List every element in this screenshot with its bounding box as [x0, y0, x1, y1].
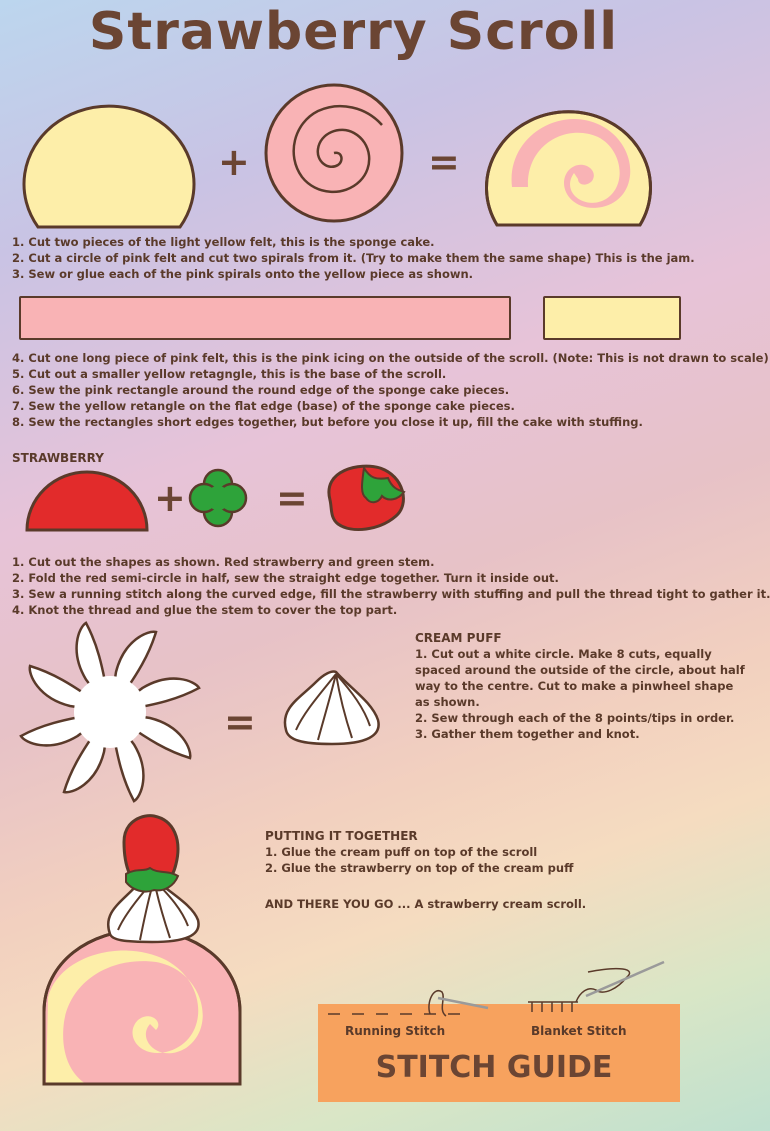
step-text: 5. Cut out a smaller yellow retagngle, this is the base of the scroll.: [12, 367, 447, 381]
pinwheel-diagram: [20, 628, 195, 800]
assembly-steps: [12, 350, 769, 430]
strawberry-heading: STRAWBERRY: [12, 451, 104, 465]
stitch-illustrations: [318, 958, 680, 1028]
step-text: 2. Sew through each of the 8 points/tips in order.: [415, 711, 735, 725]
step-text: 1. Cut out the shapes as shown. Red strawberry and green stem.: [12, 555, 435, 569]
sponge-steps: [12, 234, 695, 282]
step-text: 2. Glue the strawberry on top of the cream puff: [265, 861, 574, 875]
running-stitch-drawing: [328, 991, 488, 1016]
equals-sign: =: [428, 140, 460, 184]
step-text: 2. Fold the red semi-circle in half, sew the straight edge together. Turn it inside out.: [12, 571, 559, 585]
step-text: 4. Cut one long piece of pink felt, this is the pink icing on the outside of the scroll. (Note: This is not drawn to scale): [12, 351, 769, 365]
red-semicircle-shape: [27, 472, 147, 530]
green-stem-shape: [190, 470, 246, 526]
step-text: way to the centre. Cut to make a pinwheel shape: [415, 679, 734, 693]
strawberry-shape: [329, 466, 404, 529]
equals-sign: =: [224, 700, 256, 744]
together-heading: PUTTING IT TOGETHER: [265, 829, 418, 843]
plus-sign: +: [154, 476, 186, 520]
step-text: 3. Sew or glue each of the pink spirals onto the yellow piece as shown.: [12, 267, 474, 281]
equals-sign: =: [276, 476, 308, 520]
step-text: 1. Cut out a white circle. Make 8 cuts, equally: [415, 647, 712, 661]
blanket-stitch-label: Blanket Stitch: [531, 1024, 627, 1038]
step-text: as shown.: [415, 695, 480, 709]
cream-puff-shape: [280, 668, 384, 748]
step-text: spaced around the outside of the circle, about half: [415, 663, 745, 677]
page-title: Strawberry Scroll: [88, 2, 619, 62]
yellow-base-rectangle: [543, 296, 681, 340]
step-text: 2. Cut a circle of pink felt and cut two spirals from it. (Try to make them the same shape) This is the jam.: [12, 251, 695, 265]
step-text: 6. Sew the pink rectangle around the round edge of the sponge cake pieces.: [12, 383, 510, 397]
step-text: 4. Knot the thread and glue the stem to cover the top part.: [12, 603, 398, 617]
step-text: 8. Sew the rectangles short edges together, but before you close it up, fill the cake with stuffing.: [12, 415, 643, 429]
step-text: 7. Sew the yellow retangle on the flat edge (base) of the sponge cake pieces.: [12, 399, 515, 413]
step-text: 1. Cut two pieces of the light yellow felt, this is the sponge cake.: [12, 235, 435, 249]
cream-puff-instructions: [415, 630, 745, 742]
step-text: 3. Sew a running stitch along the curved edge, fill the strawberry with stuffing and pull the thread tight to gather it.: [12, 587, 770, 601]
strawberry-steps: [12, 554, 770, 618]
final-scroll-illustration: [40, 812, 250, 1092]
cream-puff-heading: CREAM PUFF: [415, 631, 502, 645]
pink-icing-rectangle: [19, 296, 511, 340]
sponge-cake-diagram: [0, 75, 707, 233]
closing-text: AND THERE YOU GO ... A strawberry cream scroll.: [265, 897, 587, 911]
stitch-guide-title: STITCH GUIDE: [375, 1050, 613, 1085]
blanket-stitch-drawing: [528, 962, 664, 1012]
together-instructions: [265, 828, 573, 876]
running-stitch-label: Running Stitch: [345, 1024, 446, 1038]
step-text: 1. Glue the cream puff on top of the scroll: [265, 845, 538, 859]
yellow-sponge-shape: [24, 106, 194, 227]
step-text: 3. Gather them together and knot.: [415, 727, 640, 741]
strawberry-diagram: [0, 460, 707, 536]
plus-sign: +: [218, 140, 250, 184]
